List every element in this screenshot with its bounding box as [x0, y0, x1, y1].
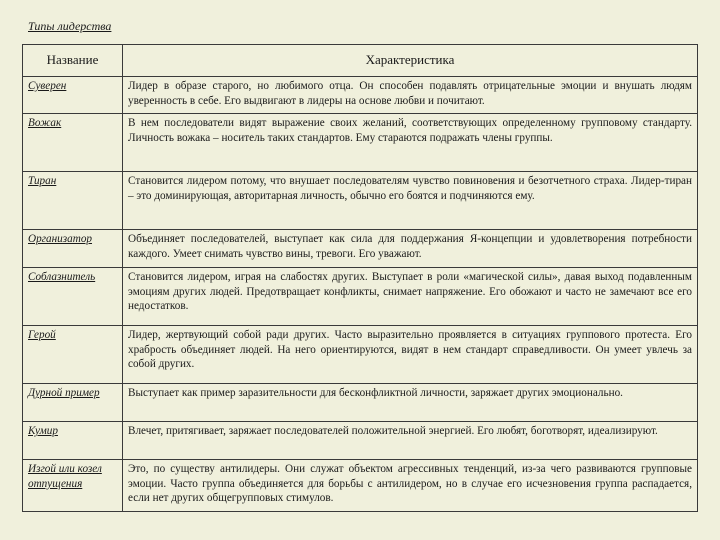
table-header-row	[23, 45, 698, 77]
table-row	[23, 77, 698, 114]
leader-type-name: Изгой или козел отпущения	[23, 460, 123, 512]
page-title: Типы лидерства	[28, 19, 112, 33]
leader-type-name: Дурной пример	[23, 384, 123, 422]
column-header-characteristic: Характеристика	[123, 45, 698, 77]
table-row	[23, 114, 698, 172]
table-row	[23, 422, 698, 460]
leader-type-name: Организатор	[23, 230, 123, 268]
leader-type-description: Это, по существу антилидеры. Они служат объектом агрессивных тенденций, из-за чего развиваются групповые эмоции. Часто группа объединяется для борьбы с антилидером, но в случае его исчезновения группа распадается, если нет других общегрупповых стимулов.	[123, 460, 698, 512]
table-row	[23, 460, 698, 512]
leader-type-description: В нем последователи видят выражение своих желаний, соответствующих определенному групповому стандарту. Личность вожака – носитель таких стандартов. Ему стараются подражать члены группы.	[123, 114, 698, 172]
table-row	[23, 384, 698, 422]
leader-type-name: Тиран	[23, 172, 123, 230]
table-row	[23, 268, 698, 326]
leader-type-description: Лидер в образе старого, но любимого отца. Он способен подавлять отрицательные эмоции и внушать людям уверенность в себе. Его выдвигают в лидеры на основе любви и почитают.	[123, 77, 698, 114]
leader-type-name: Суверен	[23, 77, 123, 114]
leadership-types-table	[22, 44, 698, 512]
leader-type-name: Герой	[23, 326, 123, 384]
leader-type-description: Лидер, жертвующий собой ради других. Часто выразительно проявляется в ситуациях группового протеста. Его храбрость объединяет людей. На него ориентируются, видят в нем стандарт справедливости. Он умеет увлечь за собой других.	[123, 326, 698, 384]
leader-type-description: Выступает как пример заразительности для бесконфликтной личности, заряжает других эмоционально.	[123, 384, 698, 422]
leader-type-name: Соблазнитель	[23, 268, 123, 326]
table-row	[23, 172, 698, 230]
table-row	[23, 230, 698, 268]
leader-type-description: Становится лидером потому, что внушает последователям чувство повиновения и безотчетного страха. Лидер-тиран – это доминирующая, авторитарная личность, обычно его боятся и подчиняются ему.	[123, 172, 698, 230]
leader-type-description: Объединяет последователей, выступает как сила для поддержания Я-концепции и удовлетворения потребности каждого. Умеет снимать чувство вины, тревоги. Его уважают.	[123, 230, 698, 268]
leader-type-description: Становится лидером, играя на слабостях других. Выступает в роли «магической силы», давая выход подавленным эмоциям других людей. Предотвращает конфликты, снимает напряжение. Его обожают и часто не замечают все его недостатков.	[123, 268, 698, 326]
leader-type-description: Влечет, притягивает, заряжает последователей положительной энергией. Его любят, боготворят, идеализируют.	[123, 422, 698, 460]
table-row	[23, 326, 698, 384]
leader-type-name: Вожак	[23, 114, 123, 172]
leader-type-name: Кумир	[23, 422, 123, 460]
column-header-name: Название	[23, 45, 123, 77]
